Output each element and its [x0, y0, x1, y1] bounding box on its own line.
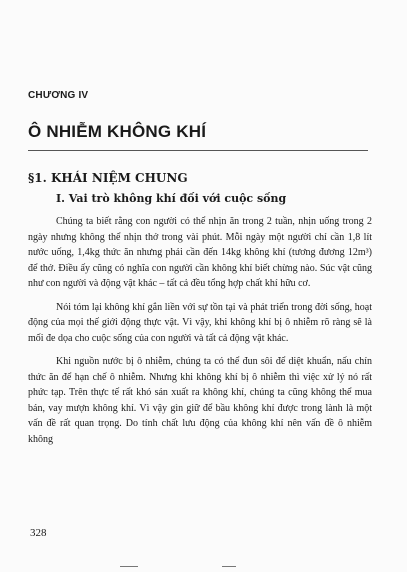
body-text — [28, 214, 372, 455]
subsection-heading: I. Vai trò không khí đối với cuộc sống — [56, 192, 287, 205]
paragraph: Chúng ta biết rằng con người có thể nhịn ăn trong 2 tuần, nhịn uống trong 2 ngày nhưng không thể nhịn thở trong vài phút. Mỗi ngày một người chỉ cần 1,8 lít nước uống, 1,4kg thức ăn nhưng phải cần đến 14kg không khí (tương đương 12m³) để thở. Điều ấy cũng có nghĩa con người cần không khí biết chừng nào. Súc vật cũng như con người và động vật khác – tất cả đều tổng hợp chất khí hữu cơ. — [28, 216, 372, 289]
title-underline — [28, 150, 368, 151]
scan-mark — [120, 566, 138, 567]
page-number: 328 — [30, 527, 47, 539]
section-heading: §1. KHÁI NIỆM CHUNG — [28, 171, 188, 185]
chapter-title: Ô NHIỄM KHÔNG KHÍ — [28, 122, 207, 141]
paragraph: Khi nguồn nước bị ô nhiễm, chúng ta có thể đun sôi để diệt khuẩn, nấu chín thức ăn để hạn chế ô nhiễm. Nhưng khi không khí bị ô nhiễm thì việc xử lý nó rất phức tạp. Trên thực tế rất khó sản xuất ra không khí, chúng ta cũng không thể mua bán, vay mượn không khí. Vì vậy gìn giữ để bầu không khí được trong lành là một vấn đề rất quan trọng. Do tính chất lưu động của không khí nên vấn đề ô nhiễm không — [28, 356, 372, 445]
scan-mark — [222, 566, 236, 567]
chapter-label: CHƯƠNG IV — [28, 90, 89, 101]
paragraph: Nói tóm lại không khí gắn liền với sự tồn tại và phát triển trong đời sống, hoạt động của mọi thế giới động thực vật. Vì vậy, khi không khí bị ô nhiễm rõ ràng sẽ là mối đe dọa cho cuộc sống của con người và tất cả động vật khác. — [28, 301, 372, 344]
